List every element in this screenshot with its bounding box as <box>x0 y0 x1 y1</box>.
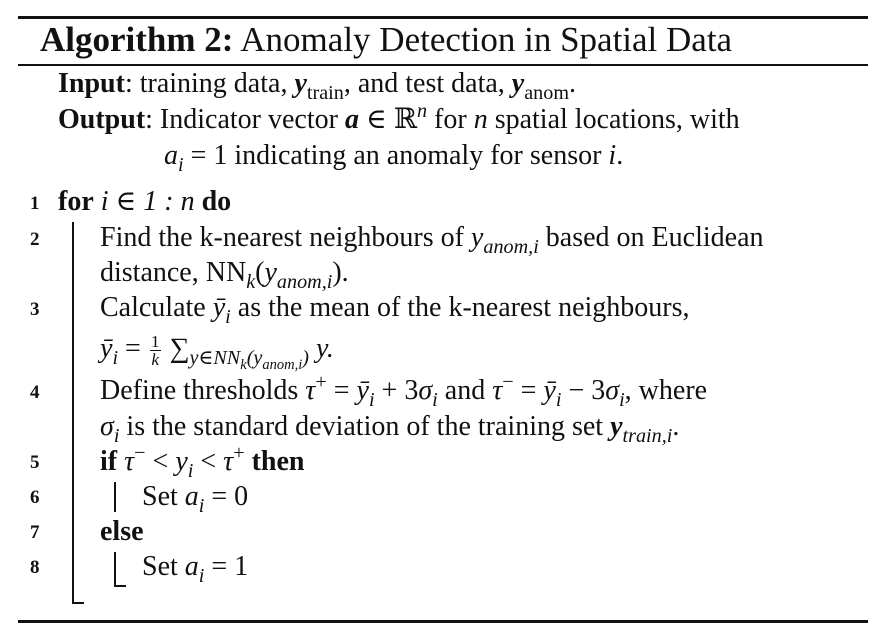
line-3b <box>100 331 334 374</box>
l4a-text: Define thresholds <box>100 375 306 406</box>
line-number-7: 7 <box>30 522 40 543</box>
input-text: : training data, <box>124 68 295 99</box>
l4a-sub3: i <box>555 389 562 412</box>
output-label: Output <box>58 104 146 135</box>
l3a-text: Calculate <box>100 292 213 323</box>
if-tau2: τ <box>223 446 234 477</box>
if-lt2: < <box>193 446 224 477</box>
title-rule <box>18 64 868 66</box>
l2a-text: Find the k-nearest neighbours of <box>100 222 471 253</box>
l4a-sigma2: σ <box>605 375 620 406</box>
l3a-ybar: ȳ <box>212 292 226 323</box>
sum-sub-anom: anom,i <box>262 357 303 374</box>
sum-symbol: ∑ <box>162 333 190 364</box>
one-over-k-fraction <box>150 333 161 369</box>
l3b-eq: = <box>118 333 148 364</box>
output2-end: . <box>616 140 624 171</box>
l4a-sub1: i <box>368 389 375 412</box>
algorithm-title <box>40 18 732 62</box>
input-anom-sub: anom <box>524 82 569 105</box>
l4a-tau: τ <box>305 375 316 406</box>
l4b-y: y <box>610 411 623 442</box>
l4a-and: and <box>437 375 493 406</box>
output2-text: = 1 indicating an anomaly for sensor <box>183 140 609 171</box>
line-number-4: 4 <box>30 382 40 403</box>
output-n: n <box>473 104 488 135</box>
l4a-tau2: τ <box>492 375 503 406</box>
output-a: a <box>344 104 359 135</box>
if-block-bar <box>114 482 116 512</box>
if-y: y <box>175 446 188 477</box>
l2b-y: y <box>264 257 277 288</box>
l2b-text: distance, NN <box>100 257 247 288</box>
input-line <box>58 67 576 105</box>
l2b-open: ( <box>255 257 265 288</box>
for-block-bar <box>72 222 74 603</box>
line-8-set <box>142 550 249 588</box>
algorithm-name: Anomaly Detection in Spatial Data <box>240 20 733 59</box>
line-5-if <box>100 441 305 483</box>
sum-subscript <box>189 347 309 374</box>
line-7-else <box>100 515 144 549</box>
else-block-bar <box>114 552 116 586</box>
do-keyword: do <box>201 186 232 217</box>
if-tau: τ <box>117 446 135 477</box>
algorithm-label: Algorithm 2: <box>40 20 234 59</box>
if-lt1: < <box>145 446 176 477</box>
output-line-2 <box>164 139 624 177</box>
l2a-sub: anom,i <box>483 236 539 259</box>
if-keyword: if <box>100 446 118 477</box>
output-text: : Indicator vector <box>145 104 345 135</box>
output-for: for <box>427 104 474 135</box>
line-6-set <box>142 480 249 518</box>
output2-sub: i <box>178 154 184 177</box>
l2a-y: y <box>470 222 484 253</box>
l4b-ysub: train,i <box>622 425 673 448</box>
sum-sub-close: ) <box>302 347 309 370</box>
for-keyword: for <box>58 186 94 217</box>
line-4b <box>100 410 680 448</box>
l4a-end: , where <box>624 375 708 406</box>
l8-sub: i <box>198 565 205 588</box>
line-number-5: 5 <box>30 452 40 473</box>
l4a-ybar2: ȳ <box>543 375 556 406</box>
if-tau-plus: + <box>233 441 245 464</box>
l3a-end: as the mean of the k-nearest neighbours, <box>230 292 690 323</box>
l2b-close: ). <box>332 257 349 288</box>
output-rest: spatial locations, with <box>487 104 740 135</box>
l4a-minus: − <box>502 370 514 393</box>
line-number-8: 8 <box>30 557 40 578</box>
l3b-sub: i <box>112 347 119 370</box>
input-y-train: y <box>294 68 307 99</box>
line-1-for <box>58 185 231 219</box>
l3b-end: y. <box>308 333 334 364</box>
output-in: ∈ ℝ <box>358 104 417 135</box>
l6-text: Set <box>142 481 185 512</box>
fraction-numerator: 1 <box>150 331 160 351</box>
line-number-6: 6 <box>30 487 40 508</box>
if-y-sub: i <box>187 460 194 483</box>
sum-sub-rest: (y <box>246 347 263 370</box>
else-keyword: else <box>100 516 144 547</box>
l2b-k: k <box>246 271 256 294</box>
line-number-1: 1 <box>30 193 40 214</box>
output-line <box>58 99 740 137</box>
l4a-p3: + 3 <box>374 375 419 406</box>
line-4a <box>100 370 708 412</box>
l8-val: = 1 <box>204 551 249 582</box>
l2b-sub: anom,i <box>276 271 333 294</box>
for-block-end <box>72 602 84 604</box>
bottom-rule <box>18 620 868 623</box>
l4a-m3: − 3 <box>561 375 606 406</box>
l4b-text: is the standard deviation of the training set <box>119 411 611 442</box>
sum-sub-k: k <box>240 357 247 374</box>
input-label: Input <box>58 68 125 99</box>
l6-sub: i <box>198 495 205 518</box>
l4a-sigma: σ <box>418 375 433 406</box>
l8-text: Set <box>142 551 185 582</box>
l6-a: a <box>184 481 199 512</box>
l4a-eq1: = <box>326 375 357 406</box>
line-2b <box>100 256 349 294</box>
sum-sub-text: y∈NN <box>189 347 241 370</box>
line-number-2: 2 <box>30 229 40 250</box>
line-number-3: 3 <box>30 299 40 320</box>
if-tau-minus: − <box>134 441 146 464</box>
output2-i: i <box>608 140 617 171</box>
l3a-sub: i <box>225 306 231 329</box>
input-mid: , and test data, <box>343 68 512 99</box>
l3b-ybar: ȳ <box>100 333 113 364</box>
input-train-sub: train <box>306 82 344 105</box>
then-keyword: then <box>244 446 305 477</box>
output-n-sup: n <box>416 99 428 122</box>
l2a-end: based on Euclidean <box>538 222 764 253</box>
for-condition: i ∈ 1 : n <box>93 186 202 217</box>
l4b-sub: i <box>113 425 120 448</box>
l4a-plus: + <box>315 370 327 393</box>
input-y-anom: y <box>511 68 525 99</box>
l6-val: = 0 <box>204 481 249 512</box>
line-3a <box>100 291 690 329</box>
output2-a: a <box>164 140 178 171</box>
input-end: . <box>569 68 576 99</box>
line-2a <box>100 221 764 259</box>
fraction-denominator: k <box>151 350 160 370</box>
l4a-eq2: = <box>513 375 544 406</box>
l4b-end: . <box>672 411 680 442</box>
l4a-sub2: i <box>432 389 438 412</box>
l4b-sigma: σ <box>100 411 114 442</box>
else-block-end <box>114 585 126 587</box>
l4a-sub4: i <box>619 389 625 412</box>
l8-a: a <box>184 551 199 582</box>
l4a-ybar: ȳ <box>356 375 369 406</box>
